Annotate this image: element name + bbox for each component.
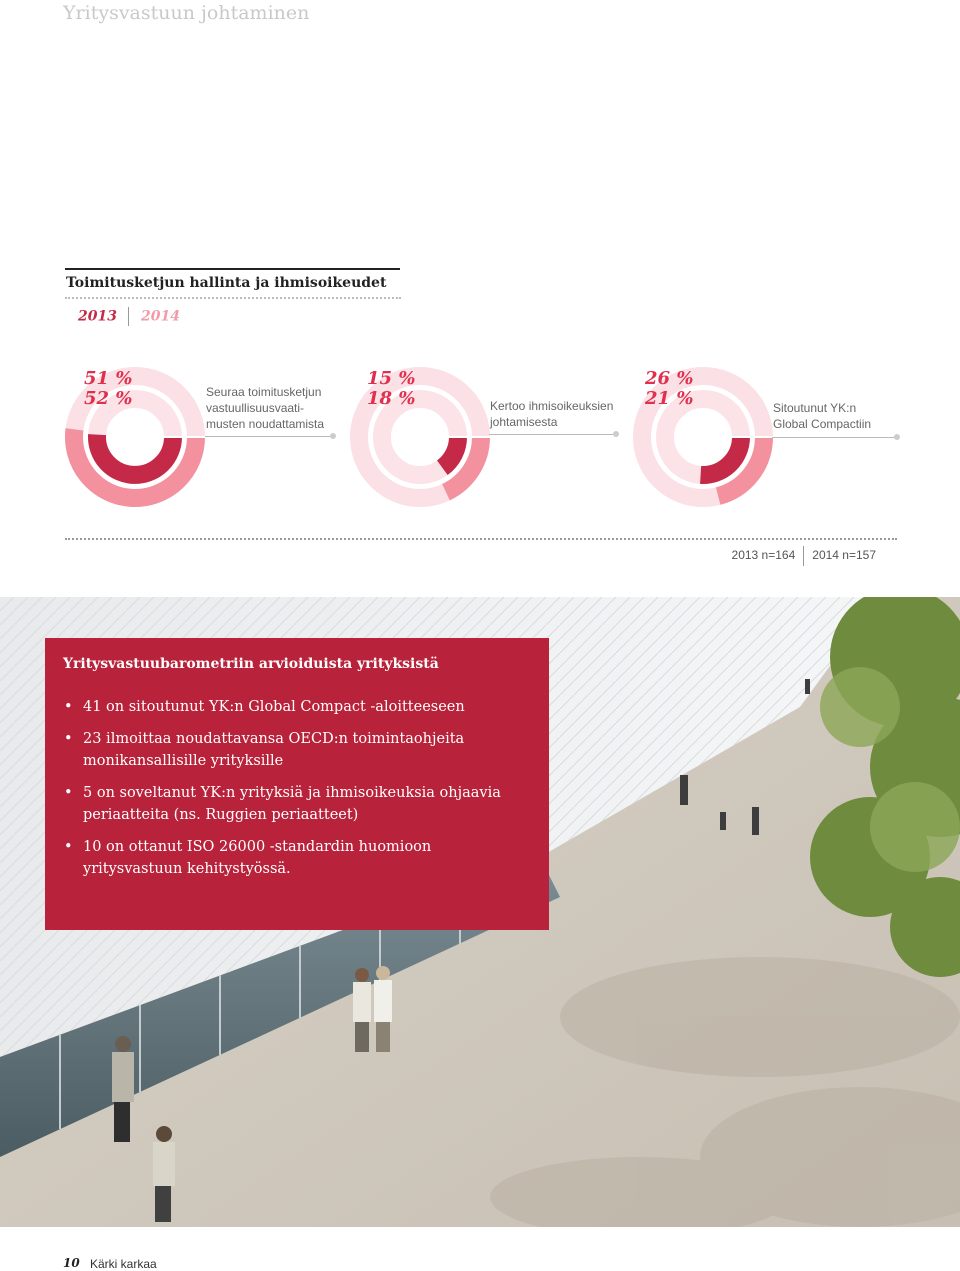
label-line: Global Compactiin	[773, 417, 872, 431]
value-2013: 51 %	[84, 368, 133, 389]
leader-line	[489, 434, 617, 435]
donut-label-global-compact	[773, 400, 871, 432]
donut-hole	[392, 409, 448, 465]
label-line: Sitoutunut YK:n	[773, 401, 857, 415]
donut-values-global-compact	[645, 369, 693, 409]
sample-sizes	[732, 546, 876, 566]
label-line: musten noudattamista	[206, 417, 325, 431]
publication-name: Kärki karkaa	[90, 1257, 157, 1271]
section-dotted-rule	[65, 297, 401, 299]
donut-hole	[675, 409, 731, 465]
value-2014: 18 %	[367, 388, 416, 409]
label-line: Seuraa toimitusketjun	[206, 385, 322, 399]
barometer-item: • 41 on sitoutunut YK:n Global Compact -aloitteeseen	[63, 696, 533, 718]
sample-size-2013: 2013 n=164	[731, 548, 796, 563]
leader-dot	[613, 431, 619, 437]
donut-label-supply-chain	[206, 384, 324, 432]
barometer-item: • 23 ilmoittaa noudattavansa OECD:n toimintaohjeita monikansallisille yrityksille	[63, 728, 533, 772]
year-legend	[78, 307, 180, 326]
label-line: johtamisesta	[490, 415, 558, 429]
label-line: vastuullisuusvaati-	[206, 401, 305, 415]
section-rule	[65, 268, 400, 270]
section-title: Toimitusketjun hallinta ja ihmisoikeudet	[66, 275, 387, 291]
barometer-list	[63, 696, 533, 890]
leader-line	[772, 437, 897, 438]
donut-label-human-rights	[490, 398, 613, 430]
barometer-item: • 10 on ottanut ISO 26000 -standardin huomioon yritysvastuun kehitystyössä.	[63, 836, 533, 880]
legend-2013: 2013	[78, 308, 117, 325]
sample-size-2014: 2014 n=157	[812, 548, 876, 563]
donut-values-human-rights	[367, 369, 415, 409]
legend-divider	[128, 307, 129, 326]
donut-hole	[107, 409, 163, 465]
barometer-item: • 5 on soveltanut YK:n yrityksiä ja ihmisoikeuksia ohjaavia periaatteita (ns. Ruggien periaatteet)	[63, 782, 533, 826]
sample-divider	[803, 546, 804, 566]
label-line: Kertoo ihmisoikeuksien	[490, 399, 614, 413]
barometer-panel	[45, 638, 549, 930]
value-2014: 52 %	[84, 388, 133, 409]
sample-dotted-rule	[65, 538, 897, 540]
running-head: Yritysvastuun johtaminen	[63, 2, 310, 24]
value-2014: 21 %	[645, 388, 694, 409]
barometer-title: Yritysvastuubarometriin arvioiduista yrityksistä	[63, 656, 439, 672]
page-number: 10	[63, 1256, 80, 1270]
value-2013: 26 %	[645, 368, 694, 389]
legend-2014: 2014	[140, 308, 180, 325]
donut-values-supply-chain	[84, 369, 132, 409]
leader-line	[205, 436, 333, 437]
leader-dot	[330, 433, 336, 439]
value-2013: 15 %	[367, 368, 416, 389]
leader-dot	[894, 434, 900, 440]
